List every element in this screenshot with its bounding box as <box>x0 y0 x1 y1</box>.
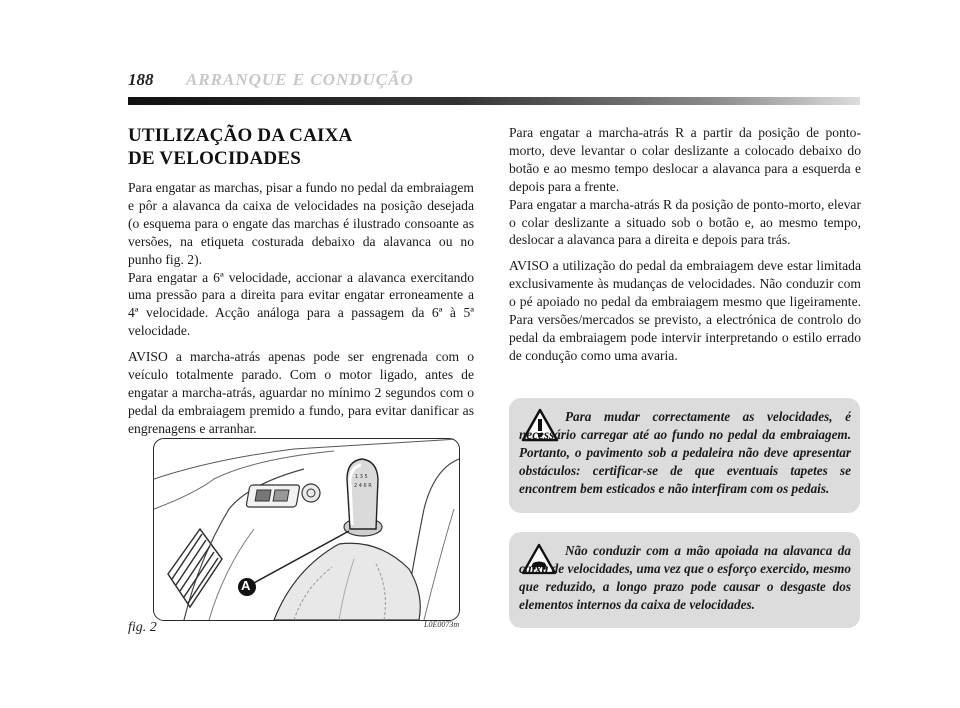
paragraph-sixth-gear: Para engatar a 6ª velocidade, accionar a alavanca exercitando uma pressão para a direita para evitar engatar erroneamente a 4ª velocidade. Acção análoga para a passagem da 6ª à 5ª velocidade. <box>128 269 474 339</box>
svg-text:1 3 5: 1 3 5 <box>355 474 368 480</box>
heading-line-2: DE VELOCIDADES <box>128 148 301 169</box>
header-rule <box>128 97 860 105</box>
paragraph-gear-engage: Para engatar as marchas, pisar a fundo no pedal da embraiagem e pôr a alavanca da caixa de velocidades na posição desejada (o esquema para o engate das marchas é ilustrado consoante as versões, na etiqueta costurada debaixo da alavanca ou no punho fig. 2). <box>128 180 474 267</box>
section-title: ARRANQUE E CONDUÇÃO <box>186 70 414 89</box>
paragraph-reverse-warning: AVISO a marcha-atrás apenas pode ser engrenada com o veículo totalmente parado. Com o motor ligado, antes de engatar a marcha-atrás, aguardar no mínimo 2 segundos com o pedal da embraiagem premido a fundo, para evitar danificar as engrenagens e arranhar. <box>128 349 474 436</box>
gear-lever-figure <box>153 438 460 621</box>
warning-text-lever: Não conduzir com a mão apoiada na alavanca da caixa de velocidades, uma vez que o esforço exercido, mesmo que reduzido, a longo prazo pode causar o desgaste dos elementos internos da caixa de velocidades. <box>519 543 851 612</box>
left-column <box>128 124 474 438</box>
figure-caption: fig. 2 <box>128 620 157 635</box>
page-number: 188 <box>128 70 154 89</box>
gear-lever-illustration <box>154 439 459 620</box>
right-column <box>509 124 861 365</box>
warning-box-clutch <box>509 398 860 513</box>
heading-line-1: UTILIZAÇÃO DA CAIXA <box>128 125 353 146</box>
paragraph-reverse-right: Para engatar a marcha-atrás R da posição de ponto-morto, elevar o colar deslizante a situado sob o botão e, ao mesmo tempo, deslocar a alavanca para a direita e depois para trás. <box>509 196 861 248</box>
callout-label: A <box>241 578 251 593</box>
gear-knob <box>347 459 378 529</box>
warning-text-clutch: Para mudar correctamente as velocidades, é necessário carregar até ao fundo no pedal da embraiagem. Portanto, o pavimento sob a pedaleira não deve apresentar obstáculos: certificar-se de que eventuais tapetes se encontrem bem esticados e não interfiram com os pedais. <box>519 409 851 496</box>
svg-text:2 4 6 R: 2 4 6 R <box>354 483 372 489</box>
paragraph-clutch-warning: AVISO a utilização do pedal da embraiagem deve estar limitada exclusivamente às mudanças de velocidades. Não conduzir com o pé apoiado no pedal da embraiagem mesmo que ligeiramente. Para versões/mercados se previsto, a electrónica de controlo do pedal da embraiagem pode intervir interpretando o estilo errado de condução como uma avaria. <box>509 258 861 363</box>
switch-panel <box>246 484 320 507</box>
warning-box-lever <box>509 532 860 628</box>
figure-code: L0E0073m <box>424 620 460 629</box>
paragraph-reverse-left: Para engatar a marcha-atrás R a partir da posição de ponto-morto, deve levantar o colar deslizante a colocado debaixo do botão e ao mesmo tempo deslocar a alavanca para a esquerda e depois para a frente. <box>509 125 861 194</box>
section-heading <box>128 124 474 170</box>
